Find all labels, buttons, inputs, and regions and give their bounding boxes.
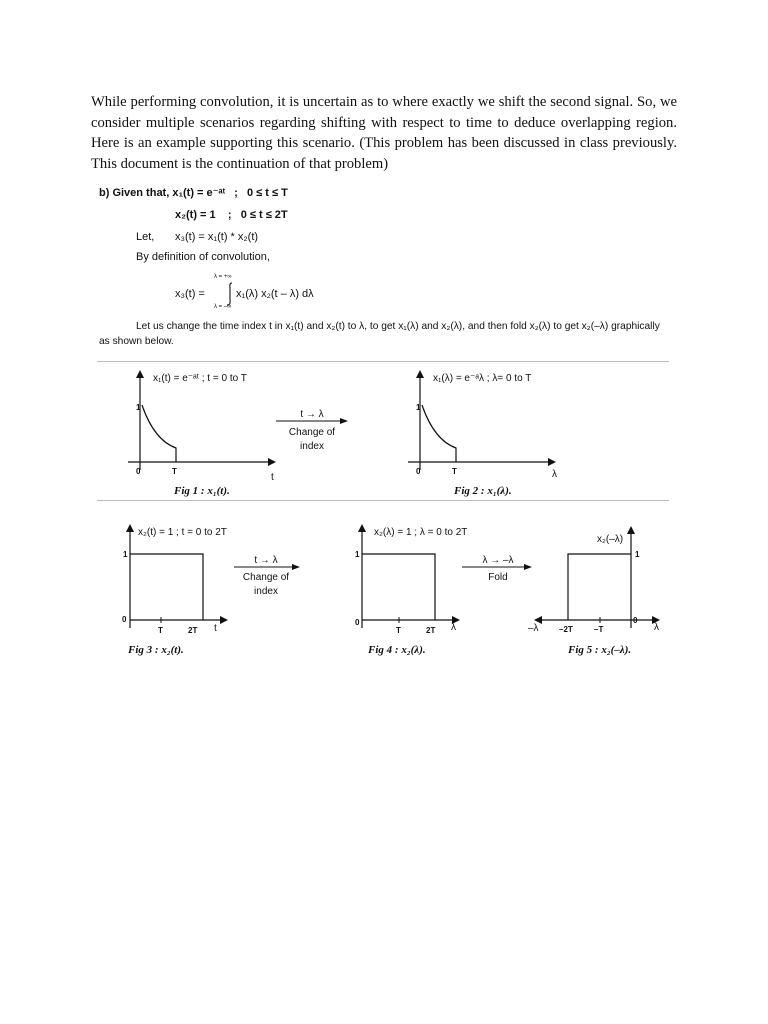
x3-definition: x₃(t) = x₁(t) * x₂(t) (175, 231, 259, 243)
convolution-lhs: x₃(t) = (175, 288, 205, 300)
fig5-tick-neg-t: –T (594, 625, 604, 634)
convolution-definition-label: By definition of convolution, (136, 251, 270, 263)
divider-top (97, 361, 669, 362)
arrow1-bottom-label-2: index (300, 441, 324, 452)
arrow3-bottom-label-2: index (254, 586, 278, 597)
fig2-origin-label: 0 (416, 467, 421, 476)
fig3-origin-label: 0 (122, 615, 127, 624)
fig4-y-arrow (358, 524, 366, 532)
fig4-tick-t: T (396, 626, 401, 635)
fig2-exponential-curve (422, 405, 456, 462)
fig4-origin-label: 0 (355, 618, 360, 627)
fig2-y-label: 1 (416, 403, 421, 412)
fig3-axis-label: t (214, 623, 217, 634)
fig4-axis-label: λ (451, 622, 456, 633)
index-change-text-continued: as shown below. (99, 336, 174, 347)
fig3-tick-2t: 2T (188, 626, 198, 635)
fig1-y-arrow (136, 370, 144, 378)
index-change-arrow-2 (230, 553, 310, 603)
fig2-graph (400, 368, 570, 498)
x2-definition: x₂(t) = 1 ; 0 ≤ t ≤ 2T (175, 209, 288, 221)
fig2-title: x₁(λ) = e⁻ᵃλ ; λ= 0 to T (433, 373, 532, 384)
fig5-y-label: 1 (635, 550, 640, 559)
fig1-title: x₁(t) = e⁻ᵃᵗ ; t = 0 to T (153, 373, 247, 384)
fig3-rectangle (130, 554, 203, 620)
fig1-x-arrow (268, 458, 276, 466)
arrow4-top-label: λ → –λ (482, 555, 514, 566)
fig5-rectangle (568, 554, 631, 620)
arrow1-head (340, 418, 348, 424)
fig5-neg-axis-label: –λ (528, 623, 539, 634)
arrow4-bottom-label: Fold (488, 572, 508, 583)
fig5-y-arrow (627, 526, 635, 534)
arrow3-head (292, 564, 300, 570)
fig5-origin-label: 0 (633, 616, 638, 625)
integral-upper-limit: λ = +∞ (214, 274, 232, 280)
fig4-y-label: 1 (355, 550, 360, 559)
fig3-tick-t: T (158, 626, 163, 635)
arrow1-bottom-label: Change of (288, 427, 336, 438)
fig2-y-arrow (416, 370, 424, 378)
fig2-x-arrow (548, 458, 556, 466)
fig4-title: x₂(λ) = 1 ; λ = 0 to 2T (374, 527, 468, 538)
arrow1-top-label: t → λ (300, 409, 324, 420)
fig5-graph (524, 522, 674, 662)
integral-lower-limit: λ = –∞ (214, 304, 232, 310)
fig2-axis-label: λ (552, 469, 557, 480)
integrand: x₁(λ) x₂(t – λ) dλ (236, 288, 314, 300)
fig4-caption: Fig 4 : x₂(λ). (368, 644, 426, 656)
fig1-origin-label: 0 (136, 467, 141, 476)
fig1-graph (120, 368, 290, 498)
fig5-axis-label: λ (654, 622, 659, 633)
fig1-y-label: 1 (136, 403, 141, 412)
arrow3-bottom-label: Change of (242, 572, 290, 583)
fig2-caption: Fig 2 : x₁(λ). (454, 485, 512, 497)
fig4-tick-2t: 2T (426, 626, 436, 635)
fig1-exponential-curve (142, 405, 176, 462)
integral-sign (224, 282, 236, 306)
fig5-title: x₂(–λ) (597, 534, 624, 545)
divider-middle (97, 500, 669, 501)
fig4-rectangle (362, 554, 435, 620)
intro-paragraph: While performing convolution, it is uncertain as to where exactly we shift the second signal. So, we consider multiple scenarios regarding shifting with respect to time to deduce overlapping region. Here is an example supporting this scenario. (This problem has been discussed in class previously. This document is the continuation of that problem) (91, 94, 677, 172)
fig3-caption: Fig 3 : x₂(t). (128, 644, 184, 656)
index-change-arrow-1 (272, 406, 352, 456)
index-change-text: Let us change the time index t in x₁(t) and x₂(t) to λ, to get x₁(λ) and x₂(λ), and then fold x₂(λ) to get x₂(–λ) graphically (136, 321, 660, 332)
fig1-tick-t: T (172, 467, 177, 476)
fig3-title: x₂(t) = 1 ; t = 0 to 2T (138, 527, 227, 538)
fig5-tick-neg-2t: –2T (559, 625, 573, 634)
fig5-caption: Fig 5 : x₂(–λ). (568, 644, 632, 656)
fig2-tick-t: T (452, 467, 457, 476)
fig1-axis-label: t (271, 472, 274, 483)
problem-heading: b) Given that, x₁(t) = e⁻ᵃᵗ ; 0 ≤ t ≤ T (99, 187, 288, 199)
fig3-y-arrow (126, 524, 134, 532)
arrow3-top-label: t → λ (254, 555, 278, 566)
fig3-x-arrow (220, 616, 228, 624)
fig1-caption: Fig 1 : x₁(t). (174, 485, 230, 497)
fig3-y-label: 1 (123, 550, 128, 559)
let-label: Let, (136, 231, 155, 243)
